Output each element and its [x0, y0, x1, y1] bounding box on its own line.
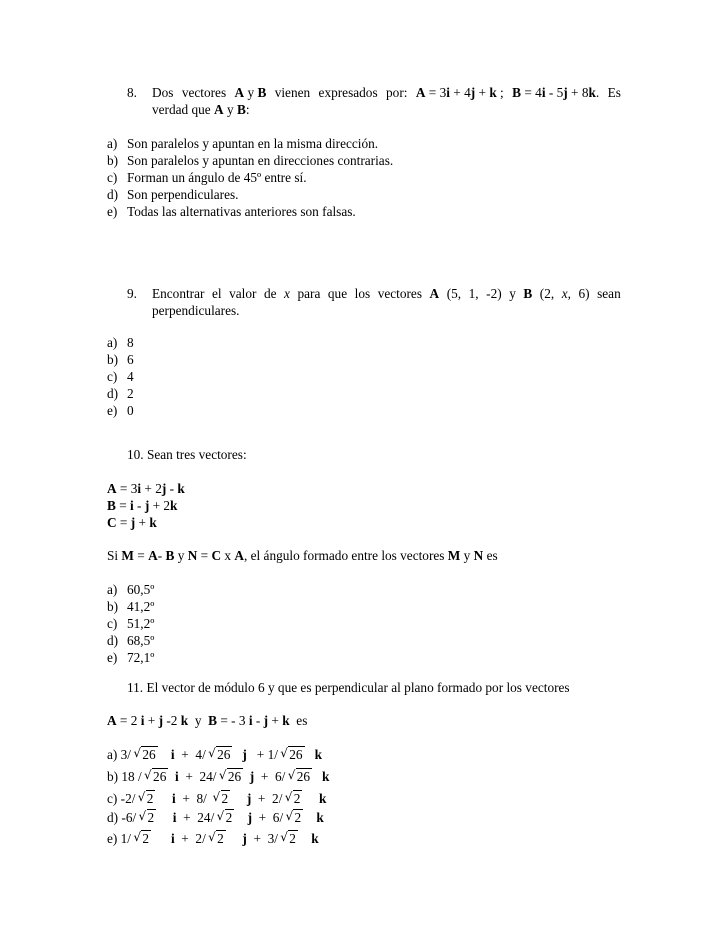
q9-statement-line2: perpendiculares. — [152, 303, 240, 318]
q9-number: 9. — [127, 286, 137, 301]
q10-vector-b: B = i - j + 2k — [107, 498, 178, 513]
q10-statement: Si M = A- B y N = C x A, el ángulo formado entre los vectores M y N es — [107, 548, 498, 563]
q8-number: 8. — [127, 85, 137, 100]
q11-vectors: A = 2 i + j -2 k y B = - 3 i - j + k es — [107, 713, 308, 728]
q11-title: 11. El vector de módulo 6 y que es perpendicular al plano formado por los vectores — [127, 680, 570, 695]
q8-statement-line1: Dos vectores A y B vienen expresados por: A = 3i + 4j + k ; B = 4i - 5j + 8k. Es — [152, 85, 621, 100]
q10-vector-a: A = 3i + 2j - k — [107, 481, 185, 496]
q10-title: 10. Sean tres vectores: — [127, 447, 247, 462]
q10-vector-c: C = j + k — [107, 515, 157, 530]
q8-statement-line2: verdad que A y B: — [152, 102, 250, 117]
q9-statement-line1: Encontrar el valor de x para que los vectores A (5, 1, -2) y B (2, x, 6) sean — [152, 286, 621, 301]
